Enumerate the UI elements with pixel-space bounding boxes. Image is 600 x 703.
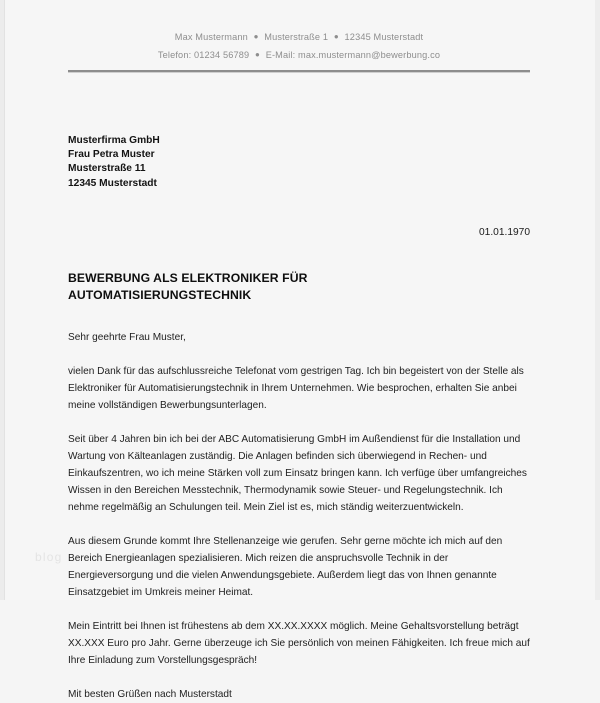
sender-name: Max Mustermann [174, 32, 248, 42]
letter-document [68, 0, 530, 703]
sender-email: E-Mail: max.mustermann@bewerbung.co [265, 50, 441, 60]
letter-date: 01.01.1970 [479, 226, 530, 238]
letter-subject [68, 270, 530, 304]
letterhead [68, 0, 530, 64]
body-paragraph-3: Aus diesem Grunde kommt Ihre Stellenanzeige wie gerufen. Sehr gerne möchte ich mich auf den Bereich Energieanlagen spezialisieren. Mich reizen die anspruchsvolle Technik in der Energieversorgung und die vielen Anwendungsgebiete. Außerdem liegt das von Ihnen genannte Einsatzgebiet im Umkreis meiner Heimat. [68, 535, 503, 598]
letterhead-line-comms [68, 46, 530, 64]
closing-line: Mit besten Grüßen nach Musterstadt [68, 688, 232, 700]
salutation: Sehr geehrte Frau Muster, [68, 331, 186, 343]
letterhead-divider [68, 70, 530, 73]
bullet-separator-icon: ● [333, 32, 339, 41]
blog-watermark: blog [35, 550, 63, 564]
body-paragraph-1: vielen Dank für das aufschlussreiche Telefonat vom gestrigen Tag. Ich bin begeistert von der Stelle als Elektroniker für Automatisierungstechnik in Ihrem Unternehmen. Wie besprochen, erhalten Sie anbei meine vollständigen Bewerbungsunterlagen. [68, 365, 524, 411]
sender-street: Musterstraße 1 [264, 32, 329, 42]
document-sheet [5, 0, 595, 700]
subject-line-2: AUTOMATISIERUNGSTECHNIK [68, 287, 252, 302]
body-paragraph-4: Mein Eintritt bei Ihnen ist frühestens ab dem XX.XX.XXXX möglich. Meine Gehaltsvorstellung beträgt XX.XXX Euro pro Jahr. Gerne überzeuge ich Sie persönlich von meinen Fähigkeiten. Ich freue mich auf Ihre Einladung zum Vorstellungsgespräch! [68, 620, 530, 666]
recipient-person: Frau Petra Muster [68, 149, 155, 161]
recipient-street: Musterstraße 11 [68, 163, 146, 175]
sender-phone: Telefon: 01234 56789 [157, 50, 250, 60]
recipient-company: Musterfirma GmbH [68, 135, 160, 146]
bullet-separator-icon: ● [255, 50, 260, 59]
recipient-address-block [68, 134, 530, 191]
letterhead-line-contact [68, 28, 530, 46]
recipient-city: 12345 Musterstadt [68, 177, 157, 189]
subject-line-1: BEWERBUNG ALS ELEKTRONIKER FÜR [68, 270, 308, 285]
sender-city: 12345 Musterstadt [344, 32, 424, 42]
body-paragraph-2: Seit über 4 Jahren bin ich bei der ABC Automatisierung GmbH im Außendienst für die Installation und Wartung von Kälteanlagen zuständig. Die Anlagen befinden sich überwiegend in Rechen- und Einkaufszentren, wo ich meine Stärken voll zum Einsatz bringen kann. Ich verfüge über umfangreiches Wissen in den Bereichen Messtechnik, Thermodynamik sowie Steuer- und Regelungstechnik. Ich nehme regelmäßig an Schulungen teil. Mein Ziel ist es, mich ständig weiterzuentwickeln. [68, 433, 527, 513]
bullet-separator-icon: ● [253, 32, 259, 41]
letter-body [68, 329, 530, 703]
